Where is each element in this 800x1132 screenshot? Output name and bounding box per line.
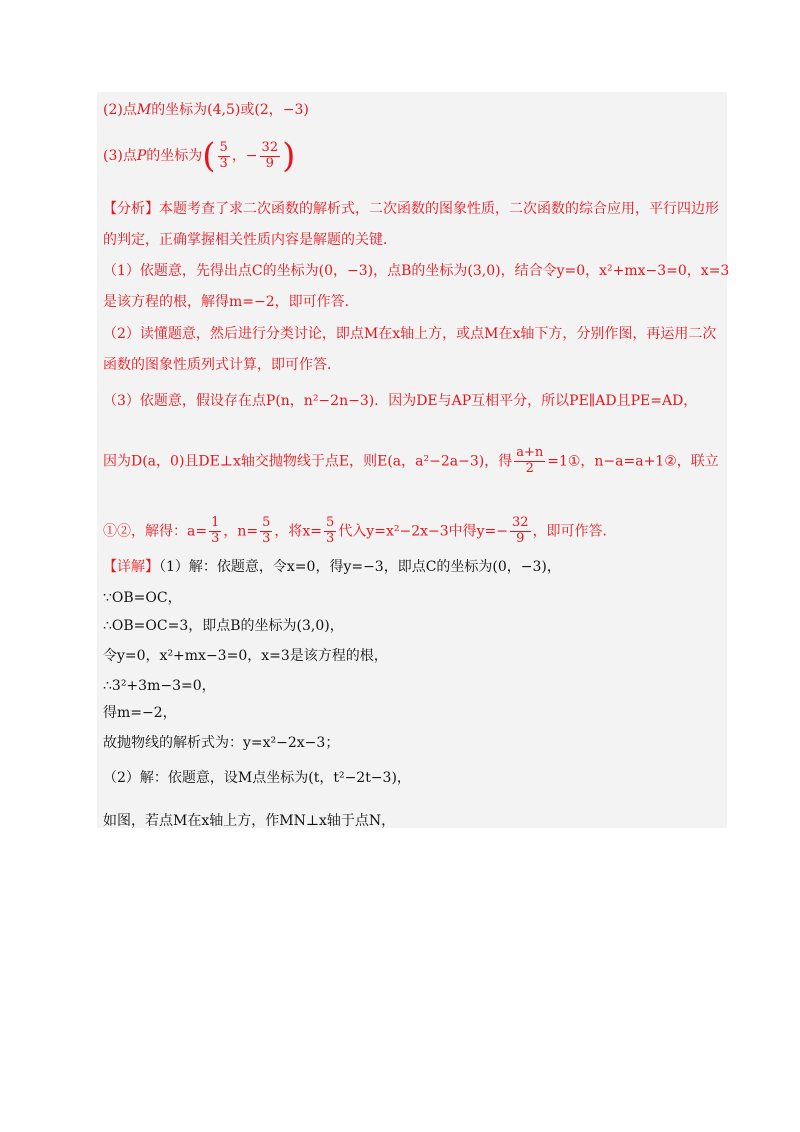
analysis-line: 【分析】本题考查了求二次函数的解析式，二次函数的图象性质，二次函数的综合应用，平行四边形 bbox=[103, 201, 719, 217]
detail-line: 【详解】（1）解：依题意，令x=0，得y=−3，即点C的坐标为(0，−3)， bbox=[103, 559, 561, 575]
analysis-line: 函数的图象性质列式计算，即可作答． bbox=[103, 357, 341, 373]
fraction: $\frac{1}{3}$ bbox=[211, 515, 220, 546]
fraction: $\frac{a+n}{2}$ bbox=[516, 445, 544, 476]
fraction: $\frac{32}{9}$ bbox=[512, 515, 529, 546]
analysis-line: ①②，解得：a= $\frac{1}{3}$ ，n= $\frac{5}{3}$ ，将x= $\frac{5}{3}$ 代入y=x²−2x−3中得y=− $\frac{32}{9}$ ，即可作答． bbox=[103, 515, 617, 546]
fraction: $\frac{5}{3}$ bbox=[262, 515, 271, 546]
fraction: $\frac{32}{9}$ bbox=[261, 139, 279, 171]
answer-3: (3)点P的坐标为( $\frac{5}{3}$ ，− $\frac{32}{9}$ ) bbox=[103, 136, 296, 176]
detail-line: ∴OB=OC=3，即点B的坐标为(3,0)， bbox=[103, 618, 344, 634]
fraction: $\frac{5}{3}$ bbox=[219, 139, 228, 171]
detail-line: 故抛物线的解析式为：y=x²−2x−3； bbox=[103, 735, 340, 751]
solution-content bbox=[97, 92, 730, 829]
detail-line: 如图，若点M在x轴上方，作MN⊥x轴于点N， bbox=[103, 813, 396, 829]
detail-line: ∴3²+3m−3=0， bbox=[103, 678, 216, 694]
fraction: $\frac{5}{3}$ bbox=[326, 515, 335, 546]
analysis-line: 的判定，正确掌握相关性质内容是解题的关键． bbox=[103, 232, 397, 248]
analysis-line: （3）依题意，假设存在点P(n，n²−2n−3)．因为DE与AP互相平分，所以PE∥AD且PE=AD， bbox=[103, 393, 698, 409]
detail-line: 得m=−2， bbox=[103, 705, 177, 721]
detail-line: ∵OB=OC， bbox=[103, 590, 182, 606]
analysis-line: 是该方程的根，解得m=−2，即可作答． bbox=[103, 294, 359, 310]
detail-line: 令y=0，x²+mx−3=0，x=3是该方程的根， bbox=[103, 648, 388, 664]
answer-2: (2)点M的坐标为(4,5)或(2，−3) bbox=[103, 102, 309, 118]
analysis-line: （1）依题意，先得出点C的坐标为(0，−3)，点B的坐标为(3,0)，结合令y=0，x²+mx−3=0，x=3 bbox=[103, 263, 730, 279]
analysis-line: （2）读懂题意，然后进行分类讨论，即点M在x轴上方，或点M在x轴下方，分别作图，再运用二次 bbox=[103, 326, 717, 342]
analysis-line: 因为D(a，0)且DE⊥x轴交抛物线于点E，则E(a，a²−2a−3)，得 $\frac{a+n}{2}$ =1①，n−a=a+1②，联立 bbox=[103, 445, 719, 476]
detail-line: （2）解：依题意，设M点坐标为(t，t²−2t−3)， bbox=[103, 770, 411, 786]
